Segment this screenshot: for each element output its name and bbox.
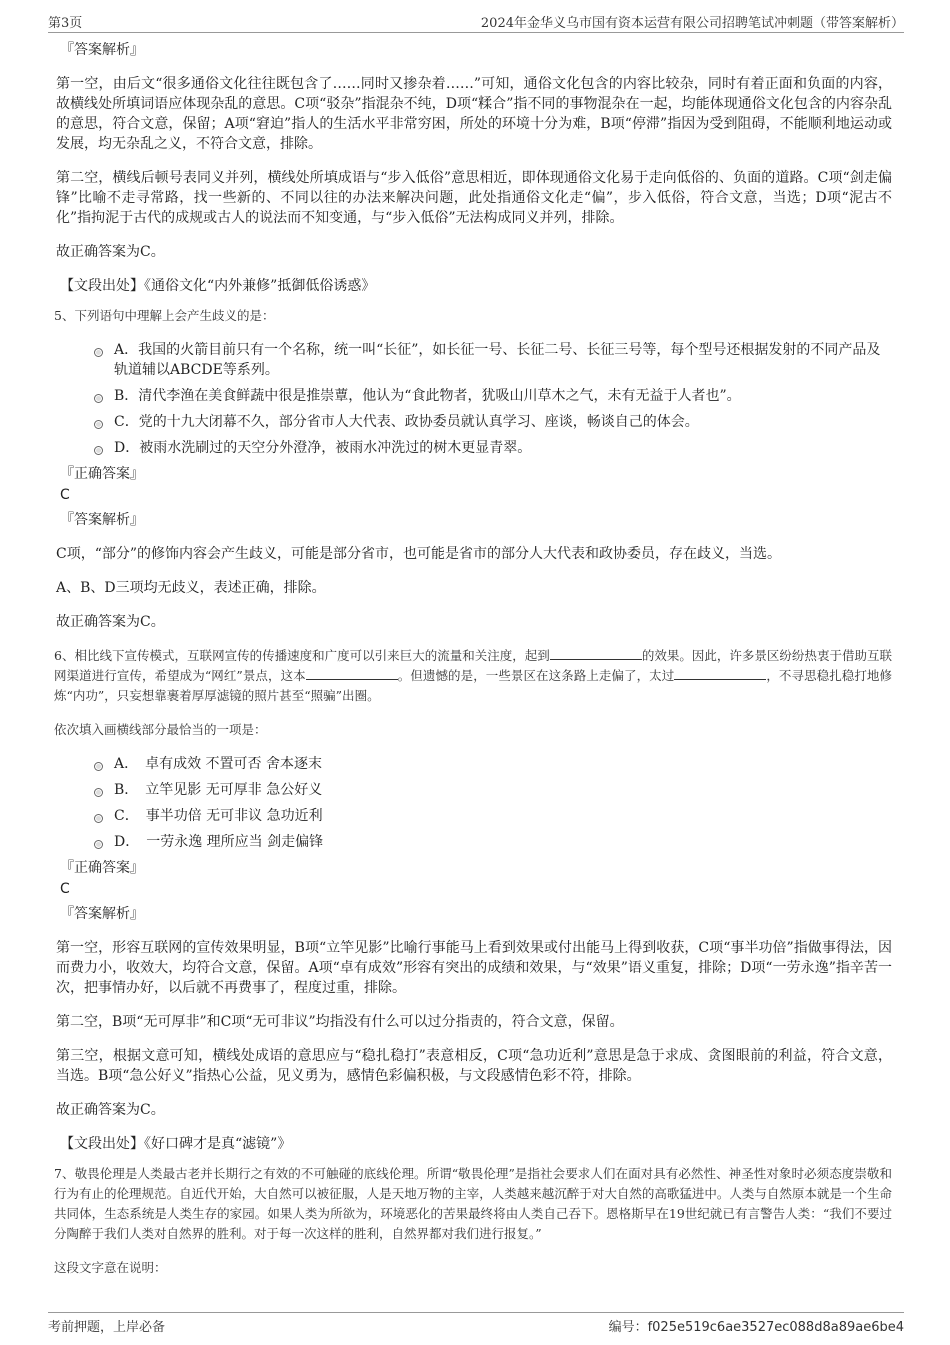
q6-options — [94, 754, 892, 852]
q5-conclusion: 故正确答案为C。 — [56, 614, 165, 630]
q6-option-b[interactable] — [94, 780, 892, 800]
q6-question-part-4: ，不寻思稳扎稳打地修炼“内功”，只妄想靠裹着厚厚滤镜的照片甚至“照骗”出圈。 — [54, 668, 892, 703]
option-text: C．党的十九大闭幕不久，部分省市人大代表、政协委员就认真学习、座谈，畅谈自己的体会。 — [114, 414, 699, 430]
q6-conclusion: 故正确答案为C。 — [56, 1102, 165, 1118]
radio-button[interactable] — [94, 420, 103, 429]
document-id: 编号：f025e519c6ae3527ec088d8a89ae6be4 — [608, 1319, 904, 1335]
q6-source: 【文段出处】《好口碑才是真“滤镜”》 — [60, 1136, 292, 1152]
q6-option-c[interactable] — [94, 806, 892, 826]
option-text: D．被雨水洗刷过的天空分外澄净，被雨水冲洗过的树木更显青翠。 — [114, 440, 532, 456]
fill-blank — [550, 647, 642, 660]
option-text: A． 卓有成效 不置可否 舍本逐末 — [114, 756, 323, 772]
document-title: 2024年金华义乌市国有资本运营有限公司招聘笔试冲刺题（带答案解析） — [480, 16, 904, 31]
q6-question-part-3: 。但遗憾的是，一些景区在这条路上走偏了，太过 — [397, 668, 675, 683]
option-text: B． 立竿见影 无可厚非 急公好义 — [114, 782, 323, 798]
q4-conclusion: 故正确答案为C。 — [56, 244, 165, 260]
q6-question-part-1: 6、相比线下宣传模式，互联网宣传的传播速度和广度可以引来巨大的流量和关注度，起到 — [54, 648, 550, 663]
radio-button[interactable] — [94, 762, 103, 771]
fill-blank — [674, 667, 766, 680]
q5-question: 5、下列语句中理解上会产生歧义的是： — [54, 308, 275, 323]
q5-correct-answer: C — [60, 487, 70, 503]
page-content — [56, 40, 892, 1292]
q6-analysis-heading: 『答案解析』 — [60, 906, 144, 922]
q5-analysis-para-1: C项，“部分”的修饰内容会产生歧义，可能是部分省市，也可能是省市的部分人大代表和政协委员，存在歧义，当选。 — [56, 546, 782, 562]
q4-analysis-heading: 『答案解析』 — [60, 42, 144, 58]
option-text: D． 一劳永逸 理所应当 剑走偏锋 — [114, 834, 324, 850]
q7-prompt: 这段文字意在说明： — [54, 1260, 167, 1275]
page-header — [48, 12, 904, 33]
q7-question: 7、敬畏伦理是人类最古老并长期行之有效的不可触碰的底线伦理。所谓“敬畏伦理”是指社会要求人们在面对具有必然性、神圣性对象时必须态度崇敬和行为有止的伦理规范。自近代开始，大自然可以被征服，人是天地万物的主宰，人类越来越沉醉于对大自然的高歌猛进中。人类与自然原本就是一个生命共同体，生态系统是人类生存的家园。如果人类为所欲为，环境恶化的苦果最终将由人类自己吞下。恩格斯早在19世纪就已有言警告人类：“我们不要过分陶醉于我们人类对自然界的胜利。对于每一次这样的胜利，自然界都对我们进行报复。” — [54, 1166, 892, 1241]
q5-options — [94, 340, 892, 458]
q4-source: 【文段出处】《通俗文化“内外兼修”抵御低俗诱惑》 — [60, 278, 376, 294]
option-text: C． 事半功倍 无可非议 急功近利 — [114, 808, 323, 824]
q6-correct-heading: 『正确答案』 — [60, 860, 144, 876]
page-number: 第3页 — [48, 16, 83, 31]
q5-option-c[interactable] — [94, 412, 892, 432]
option-text: B．清代李渔在美食鲜蔬中很是推崇蕈，他认为“食此物者，犹吸山川草木之气，未有无益于人者也”。 — [114, 388, 741, 404]
radio-button[interactable] — [94, 788, 103, 797]
q4-analysis-para-1: 第一空，由后文“很多通俗文化往往既包含了……同时又掺杂着……”可知，通俗文化包含的内容比较杂，同时有着正面和负面的内容，故横线处所填词语应体现杂乱的意思。C项“驳杂”指混杂不纯，D项“糅合”指不同的事物混杂在一起，均能体现通俗文化包含的内容杂乱的意思，符合文意，保留；A项“窘迫”指人的生活水平非常穷困，所处的环境十分为难，B项“停滞”指因为受到阻碍，不能顺利地运动或发展，均无杂乱之义，不符合文意，排除。 — [56, 76, 892, 152]
q6-prompt: 依次填入画横线部分最恰当的一项是： — [54, 722, 267, 737]
q6-analysis-para-3: 第三空，根据文意可知，横线处成语的意思应与“稳扎稳打”表意相反，C项“急功近利”意思是急于求成、贪图眼前的利益，符合文意，当选。B项“急公好义”指热心公益，见义勇为，感情色彩偏积极，与文段感情色彩不符，排除。 — [56, 1048, 892, 1084]
q5-correct-heading: 『正确答案』 — [60, 466, 144, 482]
radio-button[interactable] — [94, 348, 103, 357]
q6-option-d[interactable] — [94, 832, 892, 852]
q5-option-b[interactable] — [94, 386, 892, 406]
q5-option-a[interactable] — [94, 340, 892, 380]
q5-analysis-heading: 『答案解析』 — [60, 512, 144, 528]
footer-slogan: 考前押题，上岸必备 — [48, 1319, 166, 1335]
q5-option-d[interactable] — [94, 438, 892, 458]
q6-analysis-para-2: 第二空，B项“无可厚非”和C项“无可非议”均指没有什么可以过分指责的，符合文意，保留。 — [56, 1014, 624, 1030]
radio-button[interactable] — [94, 446, 103, 455]
q5-analysis-para-2: A、B、D三项均无歧义，表述正确，排除。 — [56, 580, 326, 596]
option-text: A．我国的火箭目前只有一个名称，统一叫“长征”，如长征一号、长征二号、长征三号等，每个型号还根据发射的不同产品及轨道辅以ABCDE等系列。 — [114, 342, 881, 378]
q6-option-a[interactable] — [94, 754, 892, 774]
q6-analysis-para-1: 第一空，形容互联网的宣传效果明显，B项“立竿见影”比喻行事能马上看到效果或付出能马上得到收获，C项“事半功倍”指做事得法，因而费力小，收效大，均符合文意，保留。A项“卓有成效”形容有突出的成绩和效果，与“效果”语义重复，排除；D项“一劳永逸”指辛苦一次，把事情办好，以后就不再费事了，程度过重，排除。 — [56, 940, 892, 996]
q4-analysis-para-2: 第二空，横线后顿号表同义并列，横线处所填成语与“步入低俗”意思相近，即体现通俗文化易于走向低俗的、负面的道路。C项“剑走偏锋”比喻不走寻常路，找一些新的、不同以往的办法来解决问题，此处指通俗文化走“偏”，步入低俗，符合文意，当选；D项“泥古不化”指拘泥于古代的成规或古人的说法而不知变通，与“步入低俗”无法构成同义并列，排除。 — [56, 170, 892, 226]
q6-question-part-2: 的效果。因此，许多景区纷纷热衷于借助互联网渠道进行宣传，希望成为“网红”景点，这本 — [54, 648, 892, 683]
q6-correct-answer: C — [60, 881, 70, 897]
radio-button[interactable] — [94, 814, 103, 823]
fill-blank — [306, 667, 398, 680]
page-footer — [48, 1312, 904, 1335]
q6-question — [54, 646, 892, 706]
radio-button[interactable] — [94, 840, 103, 849]
radio-button[interactable] — [94, 394, 103, 403]
